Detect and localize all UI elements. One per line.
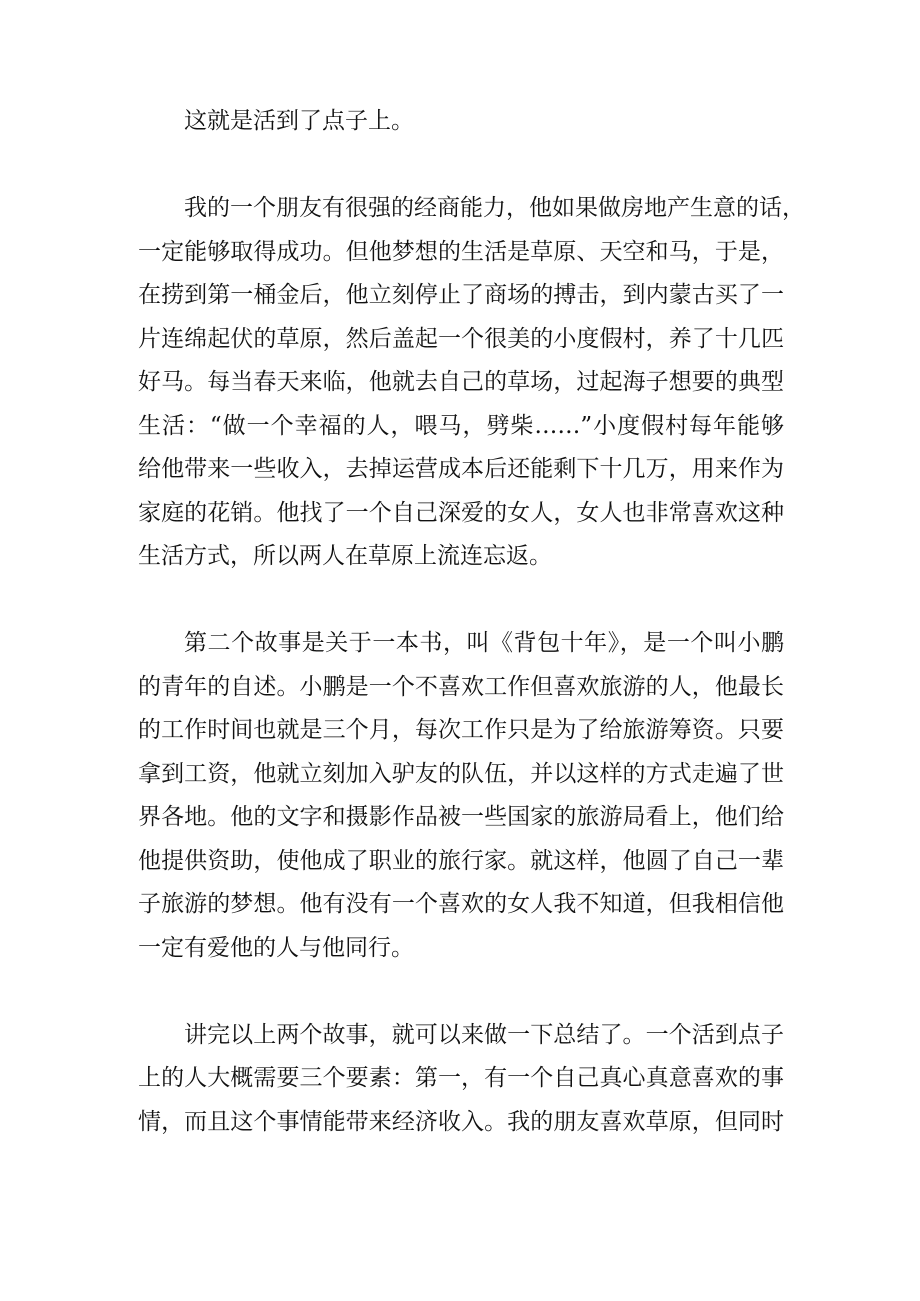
text-line: 一定能够取得成功。但他梦想的生活是草原、天空和马，于是， xyxy=(138,238,784,265)
text-line: 子旅游的梦想。他有没有一个喜欢的女人我不知道，但我相信他 xyxy=(138,891,784,917)
paragraph-3 xyxy=(138,622,784,970)
text-line: 家庭的花销。他找了一个自己深爱的女人，女人也非常喜欢这种 xyxy=(138,499,784,526)
text-line: 他提供资助，使他成了职业的旅行家。就这样，他圆了自己一辈 xyxy=(138,847,784,874)
paragraph-4 xyxy=(138,1014,784,1145)
text-line: 生活方式，所以两人在草原上流连忘返。 xyxy=(138,543,552,569)
text-line: 生活：“做一个幸福的人，喂马，劈柴……”小度假村每年能够 xyxy=(138,412,784,439)
paragraph-1 xyxy=(138,100,784,144)
text-line: 片连绵起伏的草原，然后盖起一个很美的小度假村，养了十几匹 xyxy=(138,325,784,352)
text-line: 在捞到第一桶金后，他立刻停止了商场的搏击，到内蒙古买了一 xyxy=(138,282,784,308)
text-line: 好马。每当春天来临，他就去自己的草场，过起海子想要的典型 xyxy=(138,369,784,395)
text-line: 这就是活到了点子上。 xyxy=(184,108,414,134)
paragraph-2 xyxy=(138,187,805,579)
text-line: 上的人大概需要三个要素：第一，有一个自己真心真意喜欢的事 xyxy=(138,1065,784,1091)
text-line: 情，而且这个事情能带来经济收入。我的朋友喜欢草原，但同时 xyxy=(138,1108,784,1135)
text-line: 我的一个朋友有很强的经商能力，他如果做房地产生意的话， xyxy=(184,195,805,221)
text-line: 界各地。他的文字和摄影作品被一些国家的旅游局看上，他们给 xyxy=(138,804,784,830)
text-line: 拿到工资，他就立刻加入驴友的队伍，并以这样的方式走遍了世 xyxy=(138,760,784,787)
text-line: 的青年的自述。小鹏是一个不喜欢工作但喜欢旅游的人，他最长 xyxy=(138,673,784,700)
text-line: 的工作时间也就是三个月，每次工作只是为了给旅游筹资。只要 xyxy=(138,717,784,743)
document-page xyxy=(138,100,805,1188)
text-line: 一定有爱他的人与他同行。 xyxy=(138,934,414,961)
text-line: 第二个故事是关于一本书，叫《背包十年》，是一个叫小鹏 xyxy=(184,630,784,656)
text-line: 给他带来一些收入，去掉运营成本后还能剩下十几万，用来作为 xyxy=(138,456,784,482)
text-line: 讲完以上两个故事，就可以来做一下总结了。一个活到点子 xyxy=(184,1021,784,1048)
